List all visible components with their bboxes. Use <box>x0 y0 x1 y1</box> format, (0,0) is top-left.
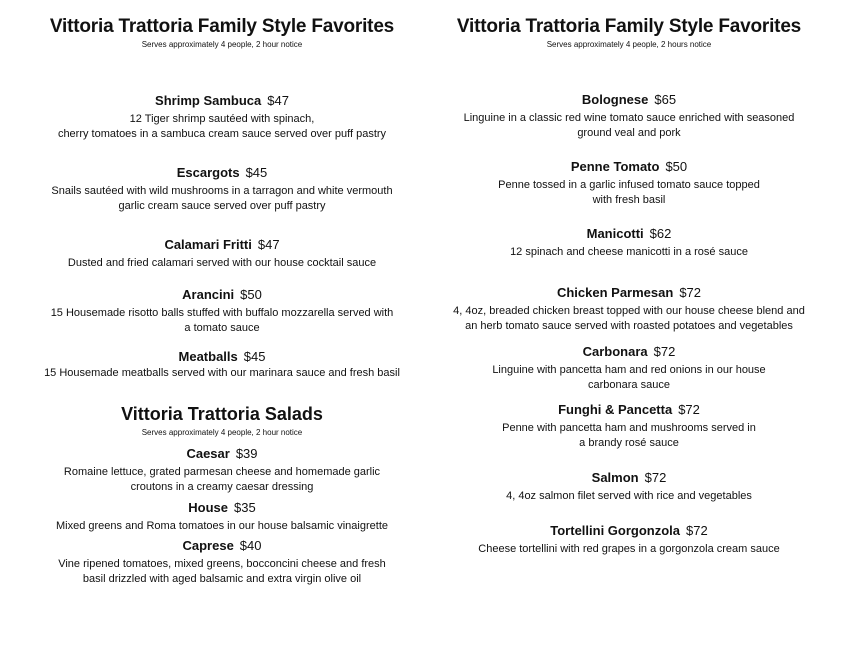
salad-item <box>18 499 426 534</box>
item-description: Linguine with pancetta ham and red onions in our house carbonara sauce <box>492 364 766 391</box>
item-name: Caprese <box>182 538 234 553</box>
menu-item <box>425 401 833 451</box>
salads-title: Vittoria Trattoria Salads <box>121 404 323 424</box>
item-name: House <box>188 500 229 515</box>
item-price: $35 <box>234 500 256 515</box>
item-description: Vine ripened tomatoes, mixed greens, bocconcini cheese and fresh basil drizzled with aged balsamic and extra virgin olive oil <box>58 558 386 585</box>
item-description: 15 Housemade meatballs served with our marinara sauce and fresh basil <box>44 367 400 379</box>
item-name: Caesar <box>186 446 230 461</box>
menu-item <box>425 469 833 504</box>
item-price: $45 <box>245 165 268 180</box>
item-price: $72 <box>678 402 700 417</box>
item-name: Calamari Fritti <box>164 237 252 252</box>
item-price: $72 <box>653 344 676 359</box>
item-description: Mixed greens and Roma tomatoes in our house balsamic vinaigrette <box>55 520 388 532</box>
item-price: $72 <box>644 470 667 485</box>
item-description: Linguine in a classic red wine tomato sauce enriched with seasoned ground veal and pork <box>463 112 795 139</box>
item-name: Escargots <box>176 165 240 180</box>
item-description: Penne tossed in a garlic infused tomato sauce topped with fresh basil <box>498 179 760 206</box>
menu-item <box>425 522 833 557</box>
item-name: Salmon <box>591 470 639 485</box>
item-name: Meatballs <box>178 349 238 364</box>
item-price: $65 <box>654 92 677 107</box>
item-name: Bolognese <box>581 92 649 107</box>
item-name: Arancini <box>182 287 235 302</box>
menu-title: Vittoria Trattoria Family Style Favorites <box>456 16 802 37</box>
salad-item <box>18 445 426 495</box>
item-price: $47 <box>257 237 280 252</box>
item-price: $40 <box>239 538 262 553</box>
item-name: Manicotti <box>586 226 644 241</box>
item-price: $39 <box>235 446 258 461</box>
item-description: 12 spinach and cheese manicotti in a rosé sauce <box>510 246 748 258</box>
menu-item <box>18 286 426 336</box>
menu-item <box>425 91 833 141</box>
item-description: Cheese tortellini with red grapes in a gorgonzola cream sauce <box>478 543 780 555</box>
item-name: Chicken Parmesan <box>556 285 674 300</box>
menu-item <box>18 164 426 214</box>
item-name: Carbonara <box>582 344 648 359</box>
menu-item <box>425 225 833 260</box>
item-price: $72 <box>686 523 708 538</box>
item-name: Penne Tomato <box>570 159 660 174</box>
item-price: $45 <box>243 349 266 364</box>
item-name: Funghi & Pancetta <box>558 402 673 417</box>
menu-note: Serves approximately 4 people, 2 hours notice <box>546 40 712 49</box>
item-price: $72 <box>679 285 702 300</box>
menu-title: Vittoria Trattoria Family Style Favorites <box>49 16 395 37</box>
item-price: $47 <box>267 93 289 108</box>
menu-item <box>18 92 426 142</box>
item-description: 4, 4oz, breaded chicken breast topped with our house cheese blend and an herb tomato sauce served with roasted potatoes and vegetables <box>453 305 805 332</box>
item-name: Shrimp Sambuca <box>155 93 262 108</box>
item-price: $62 <box>649 226 672 241</box>
menu-item <box>425 284 833 334</box>
menu-item <box>425 158 833 208</box>
item-name: Tortellini Gorgonzola <box>550 523 681 538</box>
item-price: $50 <box>665 159 688 174</box>
salad-item <box>18 537 426 587</box>
item-description: Snails sautéed with wild mushrooms in a tarragon and white vermouth garlic cream sauce served over puff pastry <box>51 185 393 212</box>
item-description: Dusted and fried calamari served with our house cocktail sauce <box>67 257 377 269</box>
item-description: Romaine lettuce, grated parmesan cheese and homemade garlic croutons in a creamy caesar dressing <box>63 466 381 493</box>
menu-item <box>18 236 426 271</box>
item-description: 15 Housemade risotto balls stuffed with buffalo mozzarella served with a tomato sauce <box>50 307 394 334</box>
item-description: Penne with pancetta ham and mushrooms served in a brandy rosé sauce <box>502 422 756 449</box>
menu-item <box>425 343 833 393</box>
item-price: $50 <box>240 287 262 302</box>
item-description: 12 Tiger shrimp sautéed with spinach, cherry tomatoes in a sambuca cream sauce served over puff pastry <box>57 113 387 140</box>
menu-note: Serves approximately 4 people, 2 hour notice <box>141 40 303 49</box>
item-description: 4, 4oz salmon filet served with rice and vegetables <box>506 490 752 502</box>
salads-note: Serves approximately 4 people, 2 hour notice <box>141 428 303 437</box>
menu-item <box>18 348 426 381</box>
